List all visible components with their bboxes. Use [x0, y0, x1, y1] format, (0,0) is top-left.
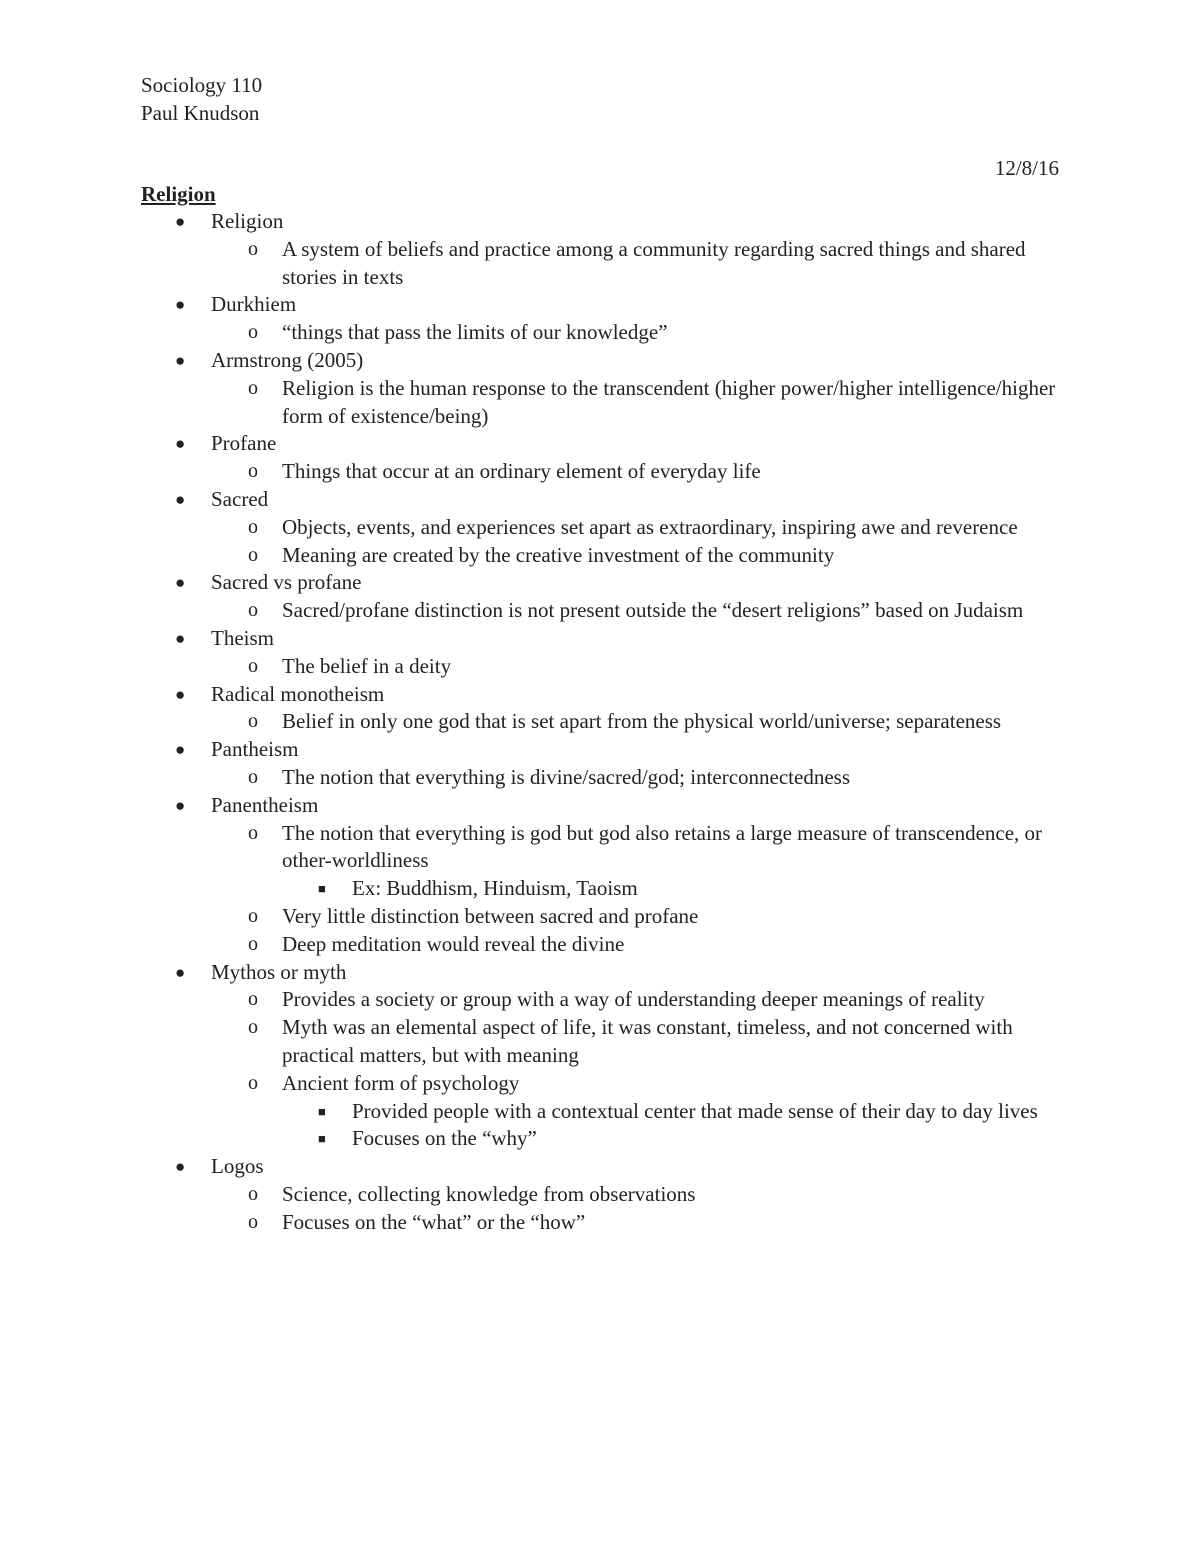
note-text: Things that occur at an ordinary element of everyday life — [282, 459, 761, 484]
square-bullet-icon: ■ — [318, 881, 326, 897]
topic-note — [141, 986, 1059, 1014]
topic-item — [141, 430, 1059, 458]
bullet-icon: ● — [175, 740, 186, 760]
topic-item — [141, 208, 1059, 236]
topic-note — [141, 319, 1059, 347]
topic-term: Theism — [211, 625, 274, 650]
topic-note — [141, 1070, 1059, 1098]
bullet-icon: ● — [175, 350, 186, 370]
circle-bullet-icon: o — [248, 821, 258, 844]
note-text: The notion that everything is divine/sacred/god; interconnectedness — [282, 764, 851, 789]
topic-subnote — [141, 1125, 1059, 1153]
circle-bullet-icon: o — [248, 654, 258, 677]
subnote-text: Ex: Buddhism, Hinduism, Taoism — [352, 876, 638, 901]
note-text: Deep meditation would reveal the divine — [282, 931, 625, 956]
topic-term: Radical monotheism — [211, 681, 385, 706]
circle-bullet-icon: o — [248, 376, 258, 399]
note-text: Sacred/profane distinction is not present outside the “desert religions” based on Judaism — [282, 598, 1024, 623]
bullet-icon: ● — [175, 212, 186, 231]
topic-subnote — [141, 1098, 1059, 1126]
note-text: Science, collecting knowledge from observations — [282, 1181, 696, 1206]
topic-item — [141, 486, 1059, 514]
circle-bullet-icon: o — [248, 765, 258, 788]
topic-item — [141, 736, 1059, 764]
topic-note — [141, 653, 1059, 681]
topic-term: Armstrong (2005) — [211, 347, 364, 372]
circle-bullet-icon: o — [248, 1071, 258, 1094]
note-text: Religion is the human response to the transcendent (higher power/higher intelligence/higher form of existence/being) — [282, 375, 1056, 428]
topic-note — [141, 931, 1059, 959]
bullet-icon: ● — [175, 295, 186, 315]
bullet-icon: ● — [175, 489, 186, 509]
topic-item — [141, 625, 1059, 653]
circle-bullet-icon: o — [248, 515, 258, 538]
note-text: Meaning are created by the creative investment of the community — [282, 542, 835, 567]
topic-term: Panentheism — [211, 792, 319, 817]
topic-item — [141, 347, 1059, 375]
topic-term: Profane — [211, 431, 277, 456]
circle-bullet-icon: o — [248, 599, 258, 622]
note-text: “things that pass the limits of our knowledge” — [282, 320, 668, 345]
topic-subnote — [141, 875, 1059, 903]
circle-bullet-icon: o — [248, 1016, 258, 1039]
circle-bullet-icon: o — [248, 710, 258, 733]
topic-item — [141, 569, 1059, 597]
note-text: Objects, events, and experiences set apart as extraordinary, inspiring awe and reverence — [282, 514, 1018, 539]
topic-note — [141, 1181, 1059, 1209]
bullet-icon: ● — [175, 962, 186, 982]
note-text: Focuses on the “what” or the “how” — [282, 1209, 586, 1234]
topic-note — [141, 375, 1059, 431]
topic-term: Mythos or myth — [211, 959, 347, 984]
square-bullet-icon: ■ — [318, 1103, 326, 1119]
note-date: 12/8/16 — [994, 156, 1059, 180]
note-text: Myth was an elemental aspect of life, it was constant, timeless, and not concerned with practical matters, but with meaning — [282, 1015, 1013, 1067]
circle-bullet-icon: o — [248, 1182, 258, 1205]
topic-note — [141, 764, 1059, 792]
topic-item — [141, 291, 1059, 319]
notes-outline — [141, 208, 1059, 1236]
topic-note — [141, 236, 1059, 292]
note-text: Belief in only one god that is set apart from the physical world/universe; separateness — [282, 709, 1002, 734]
page-title: Religion — [141, 182, 216, 206]
topic-note — [141, 542, 1059, 570]
topic-item — [141, 959, 1059, 987]
topic-term: Religion — [211, 209, 284, 233]
topic-term: Logos — [211, 1154, 264, 1179]
topic-item — [141, 681, 1059, 709]
bullet-icon: ● — [175, 795, 186, 815]
bullet-icon: ● — [175, 684, 186, 704]
note-text: Very little distinction between sacred and profane — [282, 903, 699, 928]
topic-item — [141, 1153, 1059, 1181]
circle-bullet-icon: o — [248, 543, 258, 566]
topic-note — [141, 903, 1059, 931]
topic-note — [141, 597, 1059, 625]
topic-item — [141, 792, 1059, 820]
topic-term: Sacred — [211, 486, 269, 511]
topic-note — [141, 1014, 1059, 1070]
note-text: The notion that everything is god but god also retains a large measure of transcendence, or other-worldliness — [282, 820, 1043, 873]
circle-bullet-icon: o — [248, 904, 258, 927]
note-text: Provides a society or group with a way of understanding deeper meanings of reality — [282, 987, 985, 1012]
circle-bullet-icon: o — [248, 321, 258, 344]
subnote-text: Focuses on the “why” — [352, 1126, 537, 1151]
subnote-text: Provided people with a contextual center that made sense of their day to day lives — [352, 1098, 1038, 1123]
topic-term: Durkhiem — [211, 292, 297, 317]
note-text: Ancient form of psychology — [282, 1070, 520, 1095]
topic-note — [141, 820, 1059, 876]
circle-bullet-icon: o — [248, 988, 258, 1011]
circle-bullet-icon: o — [248, 460, 258, 483]
bullet-icon: ● — [175, 573, 186, 593]
note-text: The belief in a deity — [282, 653, 452, 678]
topic-note — [141, 708, 1059, 736]
note-text: A system of beliefs and practice among a community regarding sacred things and shared stories in texts — [282, 236, 1026, 289]
circle-bullet-icon: o — [248, 237, 258, 260]
square-bullet-icon: ■ — [318, 1131, 326, 1147]
circle-bullet-icon: o — [248, 1210, 258, 1233]
topic-note — [141, 458, 1059, 486]
course-name: Sociology 110 — [141, 73, 263, 97]
topic-term: Pantheism — [211, 737, 299, 762]
topic-term: Sacred vs profane — [211, 570, 362, 595]
bullet-icon: ● — [175, 628, 186, 648]
instructor-name: Paul Knudson — [141, 100, 260, 125]
document-header — [141, 72, 262, 128]
bullet-icon: ● — [175, 1157, 186, 1177]
bullet-icon: ● — [175, 434, 186, 454]
topic-note — [141, 514, 1059, 542]
topic-note — [141, 1209, 1059, 1237]
circle-bullet-icon: o — [248, 932, 258, 955]
